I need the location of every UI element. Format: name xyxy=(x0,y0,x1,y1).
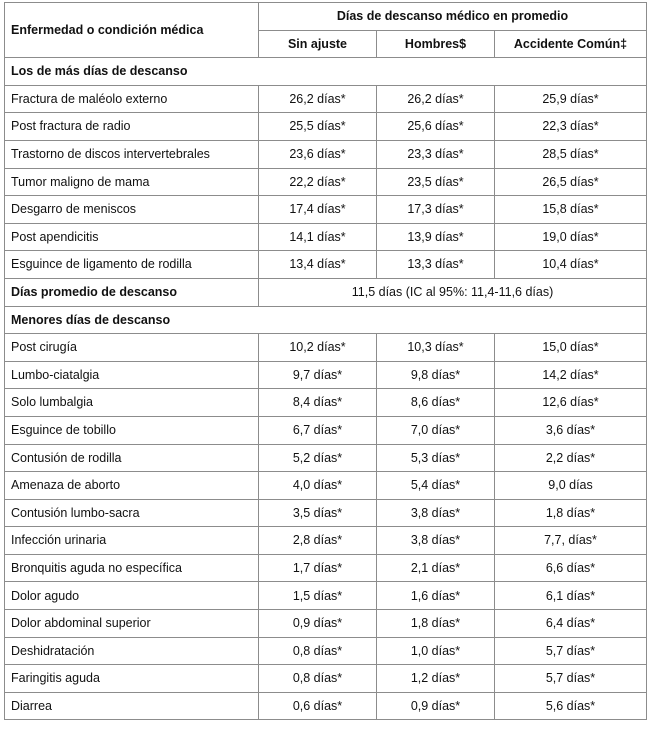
value-accidente-comun: 6,1 días* xyxy=(495,582,647,610)
value-hombres: 5,4 días* xyxy=(377,472,495,500)
value-accidente-comun: 15,0 días* xyxy=(495,334,647,362)
table-row xyxy=(5,444,647,472)
value-accidente-comun: 15,8 días* xyxy=(495,196,647,224)
section-row-bottom xyxy=(5,306,647,334)
value-sin-ajuste: 0,8 días* xyxy=(259,637,377,665)
condition-name: Desgarro de meniscos xyxy=(5,196,259,224)
value-hombres: 5,3 días* xyxy=(377,444,495,472)
value-hombres: 1,8 días* xyxy=(377,610,495,638)
value-accidente-comun: 28,5 días* xyxy=(495,140,647,168)
table-row xyxy=(5,223,647,251)
condition-name: Dolor agudo xyxy=(5,582,259,610)
value-accidente-comun: 5,6 días* xyxy=(495,692,647,720)
section-title-bottom: Menores días de descanso xyxy=(5,306,647,334)
condition-name: Contusión lumbo-sacra xyxy=(5,499,259,527)
value-hombres: 25,6 días* xyxy=(377,113,495,141)
section-title-top: Los de más días de descanso xyxy=(5,58,647,86)
col-header-hombres: Hombres$ xyxy=(377,30,495,58)
value-sin-ajuste: 0,9 días* xyxy=(259,610,377,638)
value-sin-ajuste: 4,0 días* xyxy=(259,472,377,500)
value-accidente-comun: 1,8 días* xyxy=(495,499,647,527)
condition-name: Solo lumbalgia xyxy=(5,389,259,417)
table-row xyxy=(5,389,647,417)
condition-name: Faringitis aguda xyxy=(5,665,259,693)
average-label: Días promedio de descanso xyxy=(5,278,259,306)
value-accidente-comun: 5,7 días* xyxy=(495,637,647,665)
value-hombres: 3,8 días* xyxy=(377,527,495,555)
value-accidente-comun: 10,4 días* xyxy=(495,251,647,279)
table-row xyxy=(5,416,647,444)
value-hombres: 13,9 días* xyxy=(377,223,495,251)
value-accidente-comun: 12,6 días* xyxy=(495,389,647,417)
value-sin-ajuste: 0,6 días* xyxy=(259,692,377,720)
value-hombres: 17,3 días* xyxy=(377,196,495,224)
value-sin-ajuste: 25,5 días* xyxy=(259,113,377,141)
condition-name: Trastorno de discos intervertebrales xyxy=(5,140,259,168)
value-hombres: 3,8 días* xyxy=(377,499,495,527)
condition-name: Tumor maligno de mama xyxy=(5,168,259,196)
table-row xyxy=(5,665,647,693)
average-row xyxy=(5,278,647,306)
table-row xyxy=(5,499,647,527)
table-row xyxy=(5,527,647,555)
section-row-top xyxy=(5,58,647,86)
value-hombres: 13,3 días* xyxy=(377,251,495,279)
condition-name: Contusión de rodilla xyxy=(5,444,259,472)
value-hombres: 2,1 días* xyxy=(377,554,495,582)
value-accidente-comun: 9,0 días xyxy=(495,472,647,500)
table-row xyxy=(5,140,647,168)
condition-name: Lumbo-ciatalgia xyxy=(5,361,259,389)
table-row xyxy=(5,637,647,665)
table-row xyxy=(5,85,647,113)
table-row xyxy=(5,361,647,389)
condition-name: Post apendicitis xyxy=(5,223,259,251)
value-hombres: 10,3 días* xyxy=(377,334,495,362)
condition-header: Enfermedad o condición médica xyxy=(5,3,259,58)
condition-name: Esguince de ligamento de rodilla xyxy=(5,251,259,279)
table-row xyxy=(5,168,647,196)
value-accidente-comun: 22,3 días* xyxy=(495,113,647,141)
condition-name: Diarrea xyxy=(5,692,259,720)
value-hombres: 23,3 días* xyxy=(377,140,495,168)
value-sin-ajuste: 22,2 días* xyxy=(259,168,377,196)
value-accidente-comun: 14,2 días* xyxy=(495,361,647,389)
value-hombres: 7,0 días* xyxy=(377,416,495,444)
value-sin-ajuste: 5,2 días* xyxy=(259,444,377,472)
value-sin-ajuste: 6,7 días* xyxy=(259,416,377,444)
value-hombres: 0,9 días* xyxy=(377,692,495,720)
value-hombres: 1,0 días* xyxy=(377,637,495,665)
table-row xyxy=(5,554,647,582)
value-sin-ajuste: 13,4 días* xyxy=(259,251,377,279)
value-hombres: 9,8 días* xyxy=(377,361,495,389)
col-header-sin-ajuste: Sin ajuste xyxy=(259,30,377,58)
rest-days-table xyxy=(4,2,647,720)
condition-name: Post cirugía xyxy=(5,334,259,362)
condition-name: Post fractura de radio xyxy=(5,113,259,141)
condition-name: Infección urinaria xyxy=(5,527,259,555)
value-hombres: 1,2 días* xyxy=(377,665,495,693)
value-accidente-comun: 25,9 días* xyxy=(495,85,647,113)
table-row xyxy=(5,610,647,638)
condition-name: Dolor abdominal superior xyxy=(5,610,259,638)
average-value: 11,5 días (IC al 95%: 11,4-11,6 días) xyxy=(259,278,647,306)
value-hombres: 1,6 días* xyxy=(377,582,495,610)
value-accidente-comun: 5,7 días* xyxy=(495,665,647,693)
table-row xyxy=(5,334,647,362)
value-sin-ajuste: 26,2 días* xyxy=(259,85,377,113)
table-row xyxy=(5,251,647,279)
condition-name: Esguince de tobillo xyxy=(5,416,259,444)
value-accidente-comun: 6,6 días* xyxy=(495,554,647,582)
value-accidente-comun: 7,7, días* xyxy=(495,527,647,555)
table-row xyxy=(5,113,647,141)
value-accidente-comun: 26,5 días* xyxy=(495,168,647,196)
value-sin-ajuste: 1,5 días* xyxy=(259,582,377,610)
header-row xyxy=(5,3,647,31)
value-sin-ajuste: 9,7 días* xyxy=(259,361,377,389)
value-accidente-comun: 19,0 días* xyxy=(495,223,647,251)
table-row xyxy=(5,692,647,720)
value-accidente-comun: 2,2 días* xyxy=(495,444,647,472)
col-header-accidente-comun: Accidente Común‡ xyxy=(495,30,647,58)
table-row xyxy=(5,472,647,500)
value-accidente-comun: 3,6 días* xyxy=(495,416,647,444)
value-hombres: 8,6 días* xyxy=(377,389,495,417)
value-sin-ajuste: 2,8 días* xyxy=(259,527,377,555)
value-sin-ajuste: 3,5 días* xyxy=(259,499,377,527)
value-sin-ajuste: 23,6 días* xyxy=(259,140,377,168)
group-header: Días de descanso médico en promedio xyxy=(259,3,647,31)
value-accidente-comun: 6,4 días* xyxy=(495,610,647,638)
value-sin-ajuste: 10,2 días* xyxy=(259,334,377,362)
value-sin-ajuste: 14,1 días* xyxy=(259,223,377,251)
condition-name: Deshidratación xyxy=(5,637,259,665)
value-sin-ajuste: 1,7 días* xyxy=(259,554,377,582)
value-sin-ajuste: 8,4 días* xyxy=(259,389,377,417)
value-hombres: 26,2 días* xyxy=(377,85,495,113)
table-row xyxy=(5,196,647,224)
table-row xyxy=(5,582,647,610)
value-sin-ajuste: 17,4 días* xyxy=(259,196,377,224)
value-sin-ajuste: 0,8 días* xyxy=(259,665,377,693)
condition-name: Bronquitis aguda no específica xyxy=(5,554,259,582)
condition-name: Amenaza de aborto xyxy=(5,472,259,500)
value-hombres: 23,5 días* xyxy=(377,168,495,196)
condition-name: Fractura de maléolo externo xyxy=(5,85,259,113)
